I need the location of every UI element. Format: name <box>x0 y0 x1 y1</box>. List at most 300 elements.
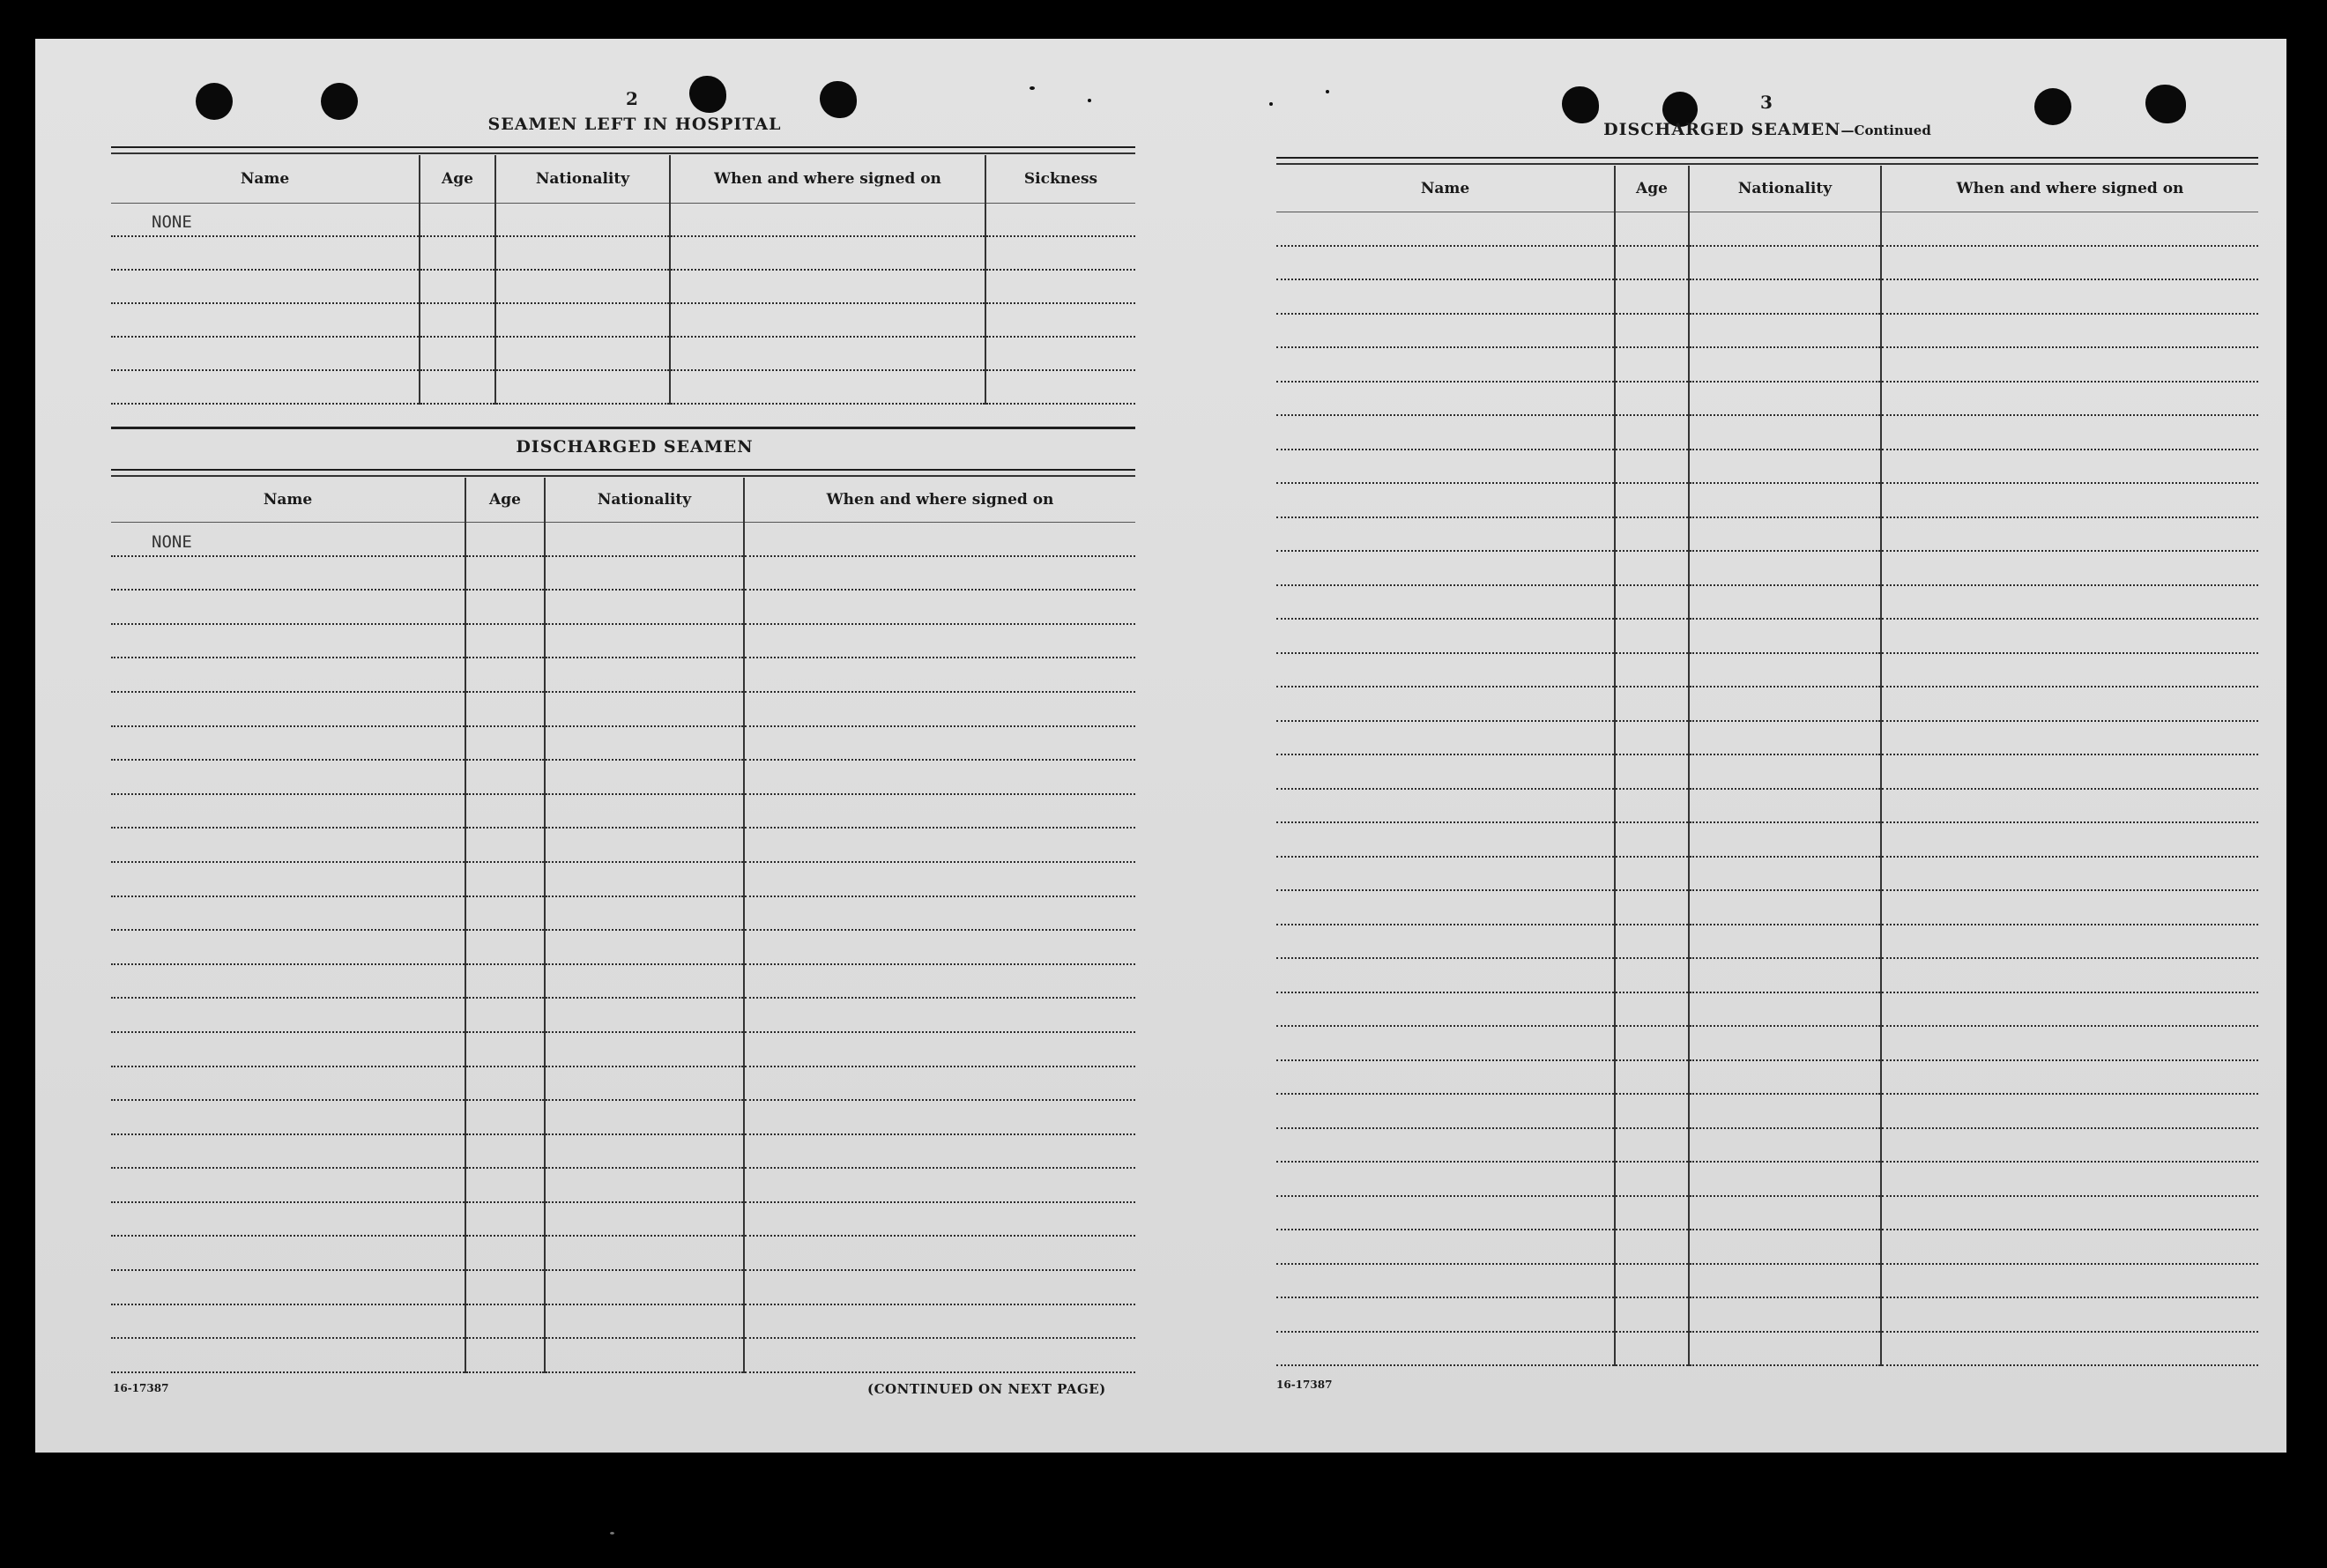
table-cell <box>1881 347 2258 382</box>
table-row <box>1276 585 2258 620</box>
table-cell <box>744 760 1135 794</box>
table-cell <box>744 522 1135 556</box>
table-cell <box>1615 890 1689 925</box>
table-cell <box>545 1236 744 1270</box>
table-cell <box>1615 314 1689 348</box>
punch-hole <box>196 83 233 120</box>
table-cell <box>111 828 465 862</box>
table-cell <box>1276 1196 1615 1230</box>
table-cell <box>985 270 1135 303</box>
hospital-table <box>111 155 1135 405</box>
table-row <box>111 998 1135 1032</box>
table-cell <box>744 1270 1135 1304</box>
table-row <box>111 930 1135 964</box>
left-page <box>35 39 1164 1453</box>
table-cell <box>1881 992 2258 1027</box>
table-cell <box>1615 992 1689 1027</box>
table-cell <box>545 658 744 692</box>
table-cell <box>1689 415 1881 450</box>
table-cell <box>1276 1162 1615 1196</box>
table-row <box>111 303 1135 337</box>
table-cell <box>1276 1264 1615 1298</box>
table-cell <box>465 828 545 862</box>
table-cell <box>1689 857 1881 891</box>
table-cell <box>1276 246 1615 280</box>
table-cell <box>1276 279 1615 314</box>
table-cell <box>1689 653 1881 687</box>
table-row <box>111 556 1135 591</box>
table-row <box>1276 1128 2258 1163</box>
table-cell <box>495 303 670 337</box>
table-cell <box>1615 415 1689 450</box>
table-row <box>111 1338 1135 1372</box>
table-cell <box>1689 551 1881 585</box>
table-cell <box>1881 1162 2258 1196</box>
table-cell <box>1615 619 1689 653</box>
table-cell <box>495 270 670 303</box>
table-cell <box>1689 789 1881 823</box>
ink-speck <box>1088 99 1091 102</box>
table-cell <box>1615 653 1689 687</box>
table-cell <box>545 896 744 931</box>
table-cell <box>1881 585 2258 620</box>
table-row <box>111 236 1135 270</box>
table-cell <box>1276 517 1615 552</box>
table-cell <box>1689 314 1881 348</box>
discharged-continued-heading <box>1569 120 1966 139</box>
table-cell <box>111 896 465 931</box>
table-cell <box>1615 1230 1689 1264</box>
table-cell <box>111 370 420 404</box>
table-cell <box>545 1202 744 1237</box>
table-cell <box>111 1236 465 1270</box>
table-cell <box>1615 958 1689 992</box>
table-cell <box>744 726 1135 761</box>
table-cell <box>1881 314 2258 348</box>
column-header-signed-on: When and where signed on <box>1881 166 2258 212</box>
table-cell <box>744 896 1135 931</box>
table-cell <box>545 998 744 1032</box>
table-cell <box>1615 517 1689 552</box>
table-cell <box>545 1304 744 1339</box>
table-cell <box>1276 857 1615 891</box>
table-cell <box>1881 1264 2258 1298</box>
table-row <box>1276 925 2258 959</box>
table-row <box>111 1032 1135 1066</box>
table-cell <box>1689 619 1881 653</box>
table-row <box>111 370 1135 404</box>
table-cell <box>1276 347 1615 382</box>
table-cell <box>1689 483 1881 517</box>
table-cell <box>1689 450 1881 484</box>
table-row <box>111 726 1135 761</box>
table-cell <box>1881 1060 2258 1095</box>
table-cell <box>1615 483 1689 517</box>
table-cell <box>744 1338 1135 1372</box>
table-cell <box>111 1202 465 1237</box>
table-cell <box>1615 212 1689 246</box>
table-cell <box>1615 721 1689 755</box>
table-row <box>1276 857 2258 891</box>
table-cell <box>1689 687 1881 721</box>
table-cell <box>1276 687 1615 721</box>
table-cell <box>670 236 985 270</box>
table-cell <box>1881 1128 2258 1163</box>
table-cell <box>1689 754 1881 789</box>
table-row <box>1276 1264 2258 1298</box>
column-header-sickness: Sickness <box>985 155 1135 203</box>
column-header-signed-on: When and where signed on <box>744 478 1135 522</box>
table-cell <box>465 658 545 692</box>
table-cell <box>744 1066 1135 1101</box>
table-cell <box>1615 382 1689 416</box>
table-cell <box>1689 212 1881 246</box>
table-cell <box>1881 212 2258 246</box>
table-row <box>1276 1332 2258 1366</box>
column-header-signed-on: When and where signed on <box>670 155 985 203</box>
table-row <box>1276 517 2258 552</box>
table-cell: NONE <box>111 203 420 236</box>
table-cell <box>1689 721 1881 755</box>
table-cell <box>744 862 1135 896</box>
table-cell <box>465 1338 545 1372</box>
table-cell <box>670 370 985 404</box>
table-cell <box>465 624 545 658</box>
table-cell <box>1689 1297 1881 1332</box>
table-cell <box>744 1168 1135 1202</box>
punch-hole <box>820 81 857 118</box>
table-cell <box>1689 1128 1881 1163</box>
table-cell <box>985 337 1135 370</box>
table-cell <box>1276 822 1615 857</box>
table-cell <box>1276 551 1615 585</box>
discharged-heading: DISCHARGED SEAMEN <box>516 437 754 457</box>
table-cell <box>111 303 420 337</box>
table-cell <box>670 270 985 303</box>
table-cell <box>1689 279 1881 314</box>
table-cell <box>545 862 744 896</box>
table-cell <box>1881 415 2258 450</box>
table-cell <box>1276 992 1615 1027</box>
table-cell <box>1881 925 2258 959</box>
table-cell <box>1881 822 2258 857</box>
table-row <box>111 624 1135 658</box>
table-cell <box>1881 754 2258 789</box>
table-row <box>1276 687 2258 721</box>
table-cell <box>1881 653 2258 687</box>
table-cell <box>1881 721 2258 755</box>
ink-speck <box>1030 86 1035 90</box>
table-cell <box>545 1100 744 1134</box>
table-cell <box>420 236 495 270</box>
table-row <box>1276 450 2258 484</box>
table-row <box>111 760 1135 794</box>
table-cell <box>111 624 465 658</box>
table-cell <box>744 556 1135 591</box>
table-row <box>111 270 1135 303</box>
table-cell <box>465 1100 545 1134</box>
table-cell <box>465 896 545 931</box>
heading-suffix: —Continued <box>1840 123 1931 138</box>
table-row <box>1276 754 2258 789</box>
table-cell <box>420 303 495 337</box>
table-cell <box>1881 789 2258 823</box>
table-row <box>1276 279 2258 314</box>
column-header-name: Name <box>111 155 420 203</box>
table-cell <box>495 337 670 370</box>
table-row <box>1276 992 2258 1027</box>
table-cell <box>465 1202 545 1237</box>
table-cell <box>744 658 1135 692</box>
table-row <box>111 1304 1135 1339</box>
table-cell <box>1276 721 1615 755</box>
table-cell <box>744 624 1135 658</box>
table-cell <box>495 370 670 404</box>
table-cell <box>1276 415 1615 450</box>
table-cell <box>1276 653 1615 687</box>
table-cell <box>111 590 465 624</box>
table-cell <box>111 1032 465 1066</box>
table-cell <box>1615 822 1689 857</box>
table-row <box>111 964 1135 999</box>
column-header-nationality: Nationality <box>1689 166 1881 212</box>
table-row <box>1276 1094 2258 1128</box>
table-cell <box>111 1134 465 1169</box>
table-row <box>111 896 1135 931</box>
table-row <box>111 1066 1135 1101</box>
table-cell <box>670 203 985 236</box>
table-cell <box>1615 925 1689 959</box>
punch-hole <box>1562 86 1599 123</box>
table-row <box>111 203 1135 236</box>
table-cell <box>744 930 1135 964</box>
table-cell <box>1615 450 1689 484</box>
table-cell <box>985 236 1135 270</box>
table-cell: NONE <box>111 522 465 556</box>
table-cell <box>1615 687 1689 721</box>
column-header-age: Age <box>1615 166 1689 212</box>
table-cell <box>744 1202 1135 1237</box>
column-header-age: Age <box>420 155 495 203</box>
table-cell <box>1881 246 2258 280</box>
table-cell <box>420 337 495 370</box>
table-cell <box>545 726 744 761</box>
table-cell <box>545 1066 744 1101</box>
table-cell <box>465 1066 545 1101</box>
table-cell <box>495 203 670 236</box>
table-row <box>1276 212 2258 246</box>
table-cell <box>1615 585 1689 620</box>
punch-hole <box>321 83 358 120</box>
table-cell <box>111 337 420 370</box>
table-cell <box>111 658 465 692</box>
table-cell <box>111 794 465 829</box>
punch-hole <box>2034 88 2071 125</box>
table-cell <box>1689 1264 1881 1298</box>
table-cell <box>1881 1230 2258 1264</box>
table-row <box>111 522 1135 556</box>
table-row <box>1276 382 2258 416</box>
table-cell <box>1881 1297 2258 1332</box>
table-cell <box>545 1134 744 1169</box>
table-cell <box>1689 347 1881 382</box>
table-row <box>111 1236 1135 1270</box>
form-code: 16-17387 <box>113 1382 169 1394</box>
table-cell <box>744 828 1135 862</box>
table-cell <box>465 1304 545 1339</box>
page-number: 2 <box>626 88 638 109</box>
table-cell <box>545 930 744 964</box>
table-row <box>1276 822 2258 857</box>
table-cell <box>1689 1196 1881 1230</box>
table-cell <box>420 203 495 236</box>
table-cell <box>744 1304 1135 1339</box>
table-row <box>1276 958 2258 992</box>
table-cell <box>1689 1060 1881 1095</box>
table-cell <box>465 556 545 591</box>
column-header-age: Age <box>465 478 545 522</box>
table-cell <box>111 1100 465 1134</box>
table-row <box>111 862 1135 896</box>
table-cell <box>1689 1230 1881 1264</box>
table-cell <box>545 590 744 624</box>
table-cell <box>1689 382 1881 416</box>
table-cell <box>1881 483 2258 517</box>
table-cell <box>1881 279 2258 314</box>
table-cell <box>1689 890 1881 925</box>
heading-title: DISCHARGED SEAMEN <box>1603 120 1841 139</box>
table-cell <box>1615 1128 1689 1163</box>
table-cell <box>1276 1332 1615 1366</box>
table-cell <box>1276 1060 1615 1095</box>
table-cell <box>465 1236 545 1270</box>
table-row <box>111 1202 1135 1237</box>
table-cell <box>1615 1094 1689 1128</box>
table-cell <box>1689 992 1881 1027</box>
table-row <box>111 1168 1135 1202</box>
table-cell <box>744 1100 1135 1134</box>
table-cell <box>1881 551 2258 585</box>
column-header-nationality: Nationality <box>495 155 670 203</box>
right-page <box>1164 39 2286 1453</box>
table-cell <box>465 1168 545 1202</box>
table-cell <box>1276 585 1615 620</box>
table-cell <box>1276 1094 1615 1128</box>
table-cell <box>111 862 465 896</box>
table-cell <box>1276 1128 1615 1163</box>
table-cell <box>545 1338 744 1372</box>
table-cell <box>744 794 1135 829</box>
table-row <box>1276 246 2258 280</box>
table-cell <box>1881 958 2258 992</box>
table-cell <box>545 1032 744 1066</box>
table-cell <box>111 270 420 303</box>
table-cell <box>111 1270 465 1304</box>
table-cell <box>1881 619 2258 653</box>
table-cell <box>545 760 744 794</box>
table-cell <box>1276 619 1615 653</box>
table-cell <box>545 692 744 726</box>
table-row <box>1276 1162 2258 1196</box>
table-cell <box>545 522 744 556</box>
table-cell <box>1689 958 1881 992</box>
table-cell <box>1881 450 2258 484</box>
table-row <box>1276 789 2258 823</box>
column-header-nationality: Nationality <box>545 478 744 522</box>
table-cell <box>1615 1264 1689 1298</box>
table-cell <box>495 236 670 270</box>
table-cell <box>111 1168 465 1202</box>
table-cell <box>1615 1196 1689 1230</box>
table-cell <box>1276 212 1615 246</box>
table-cell <box>1276 382 1615 416</box>
table-cell <box>465 998 545 1032</box>
table-cell <box>1276 1230 1615 1264</box>
table-row <box>1276 1060 2258 1095</box>
table-cell <box>111 1338 465 1372</box>
table-cell <box>1881 1094 2258 1128</box>
table-cell <box>465 1134 545 1169</box>
form-code: 16-17387 <box>1276 1379 1333 1391</box>
table-cell <box>111 726 465 761</box>
table-cell <box>420 370 495 404</box>
table-cell <box>111 236 420 270</box>
table-row <box>1276 1026 2258 1060</box>
table-cell <box>1615 551 1689 585</box>
table-cell <box>1881 1026 2258 1060</box>
table-cell <box>1276 958 1615 992</box>
table-cell <box>1881 1196 2258 1230</box>
table-cell <box>985 370 1135 404</box>
table-row <box>111 1134 1135 1169</box>
column-header-name: Name <box>111 478 465 522</box>
table-cell <box>1276 483 1615 517</box>
table-cell <box>1615 857 1689 891</box>
hospital-heading: SEAMEN LEFT IN HOSPITAL <box>487 115 782 134</box>
punch-hole <box>689 76 726 113</box>
table-cell <box>1276 754 1615 789</box>
table-cell <box>1881 1332 2258 1366</box>
table-cell <box>420 270 495 303</box>
scanned-sheet <box>35 39 2286 1453</box>
table-row <box>111 828 1135 862</box>
table-cell <box>111 760 465 794</box>
table-cell <box>1689 1094 1881 1128</box>
table-cell <box>1276 925 1615 959</box>
table-cell <box>465 760 545 794</box>
table-row <box>1276 483 2258 517</box>
table-cell <box>545 964 744 999</box>
table-cell <box>111 556 465 591</box>
table-cell <box>1689 925 1881 959</box>
table-cell <box>545 794 744 829</box>
table-cell <box>744 1134 1135 1169</box>
table-cell <box>465 1270 545 1304</box>
table-cell <box>1615 1162 1689 1196</box>
table-cell <box>1615 246 1689 280</box>
table-row <box>111 1100 1135 1134</box>
table-row <box>1276 653 2258 687</box>
table-cell <box>985 203 1135 236</box>
table-cell <box>1881 857 2258 891</box>
table-cell <box>1881 382 2258 416</box>
ink-speck <box>1326 90 1329 93</box>
table-row <box>111 658 1135 692</box>
table-cell <box>1689 246 1881 280</box>
column-header-name: Name <box>1276 166 1615 212</box>
ink-speck <box>610 1532 614 1535</box>
table-row <box>111 692 1135 726</box>
